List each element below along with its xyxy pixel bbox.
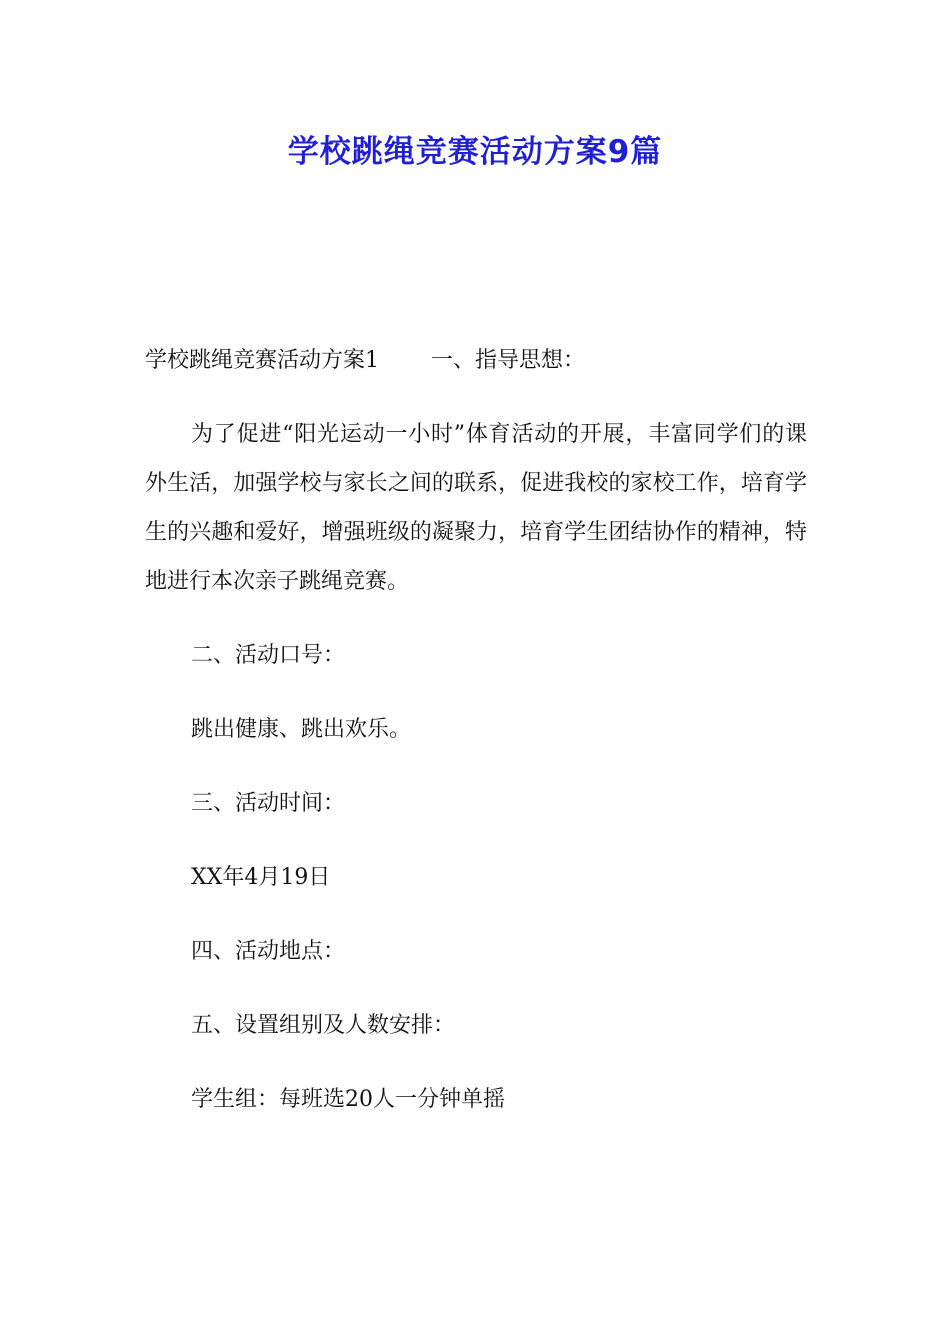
document-title: 学校跳绳竞赛活动方案9篇 <box>287 134 663 170</box>
heading-time: 三、活动时间： <box>191 791 346 816</box>
paragraph-guiding-ideology: 为了促进“阳光运动一小时”体育活动的开展，丰富同学们的课外生活，加强学校与家长之间的联系，促进我校的家校工作，培育学生的兴趣和爱好，增强班级的凝聚力，培育学生团结协作的精神，特地进行本次亲子跳绳竞赛。 <box>145 422 807 594</box>
heading-slogan: 二、活动口号： <box>191 643 346 668</box>
section-title: 学校跳绳竞赛活动方案1 <box>145 348 379 373</box>
date-text: XX年4月19日 <box>191 865 331 890</box>
heading-guiding-ideology: 一、指导思想： <box>431 348 586 373</box>
document-body <box>145 336 807 1149</box>
section-header-line <box>145 336 807 385</box>
student-group-text: 学生组：每班选20人一分钟单摇 <box>191 1087 505 1112</box>
slogan-text: 跳出健康、跳出欢乐。 <box>191 717 412 742</box>
heading-groups: 五、设置组别及人数安排： <box>191 1013 456 1038</box>
heading-location: 四、活动地点： <box>191 939 346 964</box>
